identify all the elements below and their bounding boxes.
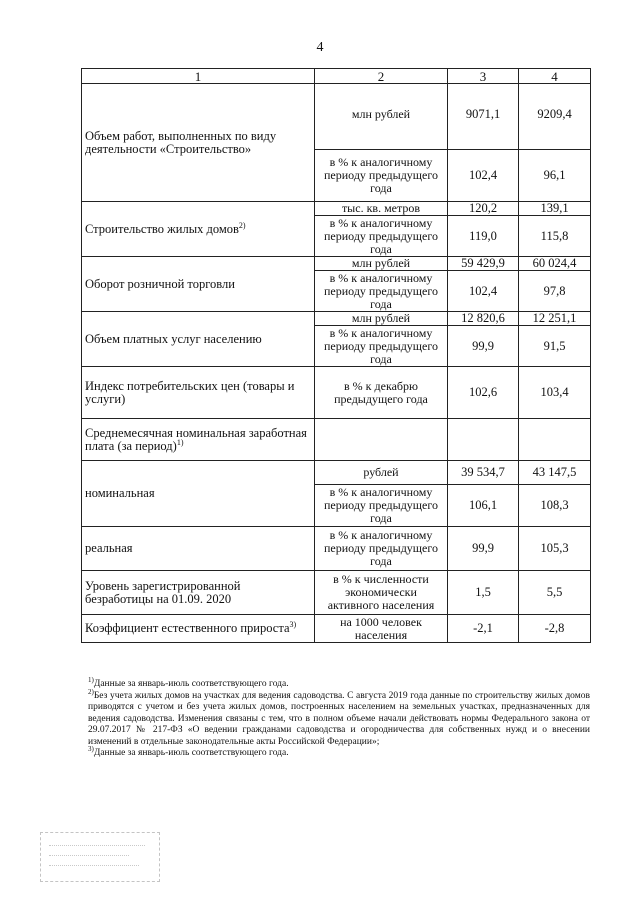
unit-cell: млн рублей [315, 84, 448, 150]
indicator-cell [82, 461, 315, 527]
indicator-label: реальная [85, 541, 133, 555]
table-header-row [82, 69, 591, 84]
value-cell: 91,5 [519, 326, 591, 367]
unit-cell: тыс. кв. метров [315, 202, 448, 216]
value-cell: 103,4 [519, 367, 591, 419]
value-cell: 97,8 [519, 271, 591, 312]
indicator-label: Объем платных услуг населению [85, 331, 262, 346]
indicator-cell: Среднемесячная номинальная заработная плата (за период)$^{1)}$ [82, 419, 315, 461]
value-cell: 105,3 [519, 527, 591, 571]
unit-cell: в % к численности экономически активного населения [315, 571, 448, 615]
indicator-label: Среднемесячная номинальная заработная плата (за период) [85, 425, 307, 453]
indicator-label: Уровень зарегистрированной безработицы на 01.09. 2020 [85, 578, 241, 606]
table-row [82, 571, 591, 615]
indicator-cell [82, 571, 315, 615]
value-cell: 96,1 [519, 150, 591, 202]
table-row [82, 312, 591, 326]
value-cell: 39 534,7 [448, 461, 519, 485]
value-cell: 115,8 [519, 216, 591, 257]
value-cell: 59 429,9 [448, 257, 519, 271]
footnotes [88, 675, 590, 760]
indicator-cell [82, 312, 315, 367]
value-cell: -2,1 [448, 615, 519, 643]
unit-cell [315, 419, 448, 461]
indicator-cell: Коэффициент естественного прироста$^{3)}$ [82, 615, 315, 643]
value-cell: 139,1 [519, 202, 591, 216]
footnote [88, 687, 590, 749]
footnote [88, 744, 590, 760]
unit-cell: на 1000 человек населения [315, 615, 448, 643]
footnote-mark: 2) [88, 687, 94, 696]
indicator-label: Индекс потребительских цен (товары и услуги) [85, 378, 295, 406]
statistics-table [81, 68, 591, 643]
indicator-label: Строительство жилых домов [85, 221, 239, 236]
table-row [82, 84, 591, 150]
indicator-cell [82, 84, 315, 202]
unit-cell: в % к аналогичному периоду предыдущего года [315, 216, 448, 257]
footnote-text: Данные за январь-июль соответствующего года. [93, 748, 289, 758]
page-number: 4 [316, 40, 324, 55]
indicator-cell: Строительство жилых домов$^{2)}$ [82, 202, 315, 257]
unit-cell: рублей [315, 461, 448, 485]
faint-stamp-mark [40, 832, 160, 882]
value-cell: 5,5 [519, 571, 591, 615]
table-row [82, 615, 591, 643]
column-header: 4 [519, 69, 591, 84]
indicator-label: Коэффициент естественного прироста [85, 621, 290, 635]
value-cell: 119,0 [448, 216, 519, 257]
table-row [82, 527, 591, 571]
footnote-text: Данные за январь-июль соответствующего года. [93, 679, 289, 689]
table-row [82, 257, 591, 271]
value-cell: 12 251,1 [519, 312, 591, 326]
unit-cell: в % к декабрю предыдущего года [315, 367, 448, 419]
value-cell: 43 147,5 [519, 461, 591, 485]
unit-cell: млн рублей [315, 312, 448, 326]
value-cell: 99,9 [448, 326, 519, 367]
column-header: 1 [82, 69, 315, 84]
value-cell [448, 419, 519, 461]
indicator-cell [82, 527, 315, 571]
value-cell: 99,9 [448, 527, 519, 571]
unit-cell: в % к аналогичному периоду предыдущего года [315, 271, 448, 312]
value-cell: 102,6 [448, 367, 519, 419]
footnote [88, 675, 590, 691]
footnote-mark: 1) [88, 675, 94, 684]
value-cell: 9209,4 [519, 84, 591, 150]
indicator-cell [82, 367, 315, 419]
unit-cell: в % к аналогичному периоду предыдущего года [315, 527, 448, 571]
value-cell: 108,3 [519, 485, 591, 527]
table-row [82, 367, 591, 419]
table-row [82, 202, 591, 216]
indicator-label: номинальная [85, 486, 155, 500]
table-row [82, 461, 591, 485]
column-header: 2 [315, 69, 448, 84]
footnote-text: Без учета жилых домов на участках для ведения садоводства. С августа 2019 года данные по строительству жилых домов приводятся с учетом и без учета жилых домов, построенных населением на земельных участках, предназначенных для ведения садоводства. Изменения связаны с тем, что в полном объеме начали действовать нормы Федерального закона от 29.07.2017 № 217-ФЗ «О ведении гражданами садоводства и огородничества для собственных нужд и о внесении изменений в отдельные законодательные акты Российской Федерации»; [88, 690, 590, 747]
table-row [82, 419, 591, 461]
unit-cell: млн рублей [315, 257, 448, 271]
value-cell: 120,2 [448, 202, 519, 216]
indicator-label: Оборот розничной торговли [85, 276, 235, 291]
unit-cell: в % к аналогичному периоду предыдущего года [315, 326, 448, 367]
value-cell: 9071,1 [448, 84, 519, 150]
indicator-label: Объем работ, выполненных по виду деятельности «Строительство» [85, 128, 277, 156]
value-cell: 102,4 [448, 150, 519, 202]
unit-cell: в % к аналогичному периоду предыдущего года [315, 485, 448, 527]
value-cell: 60 024,4 [519, 257, 591, 271]
column-header: 3 [448, 69, 519, 84]
value-cell: 12 820,6 [448, 312, 519, 326]
value-cell: 106,1 [448, 485, 519, 527]
indicator-cell [82, 257, 315, 312]
value-cell [519, 419, 591, 461]
footnote-mark: 3) [88, 744, 94, 753]
value-cell: 102,4 [448, 271, 519, 312]
value-cell: 1,5 [448, 571, 519, 615]
unit-cell: в % к аналогичному периоду предыдущего года [315, 150, 448, 202]
value-cell: -2,8 [519, 615, 591, 643]
